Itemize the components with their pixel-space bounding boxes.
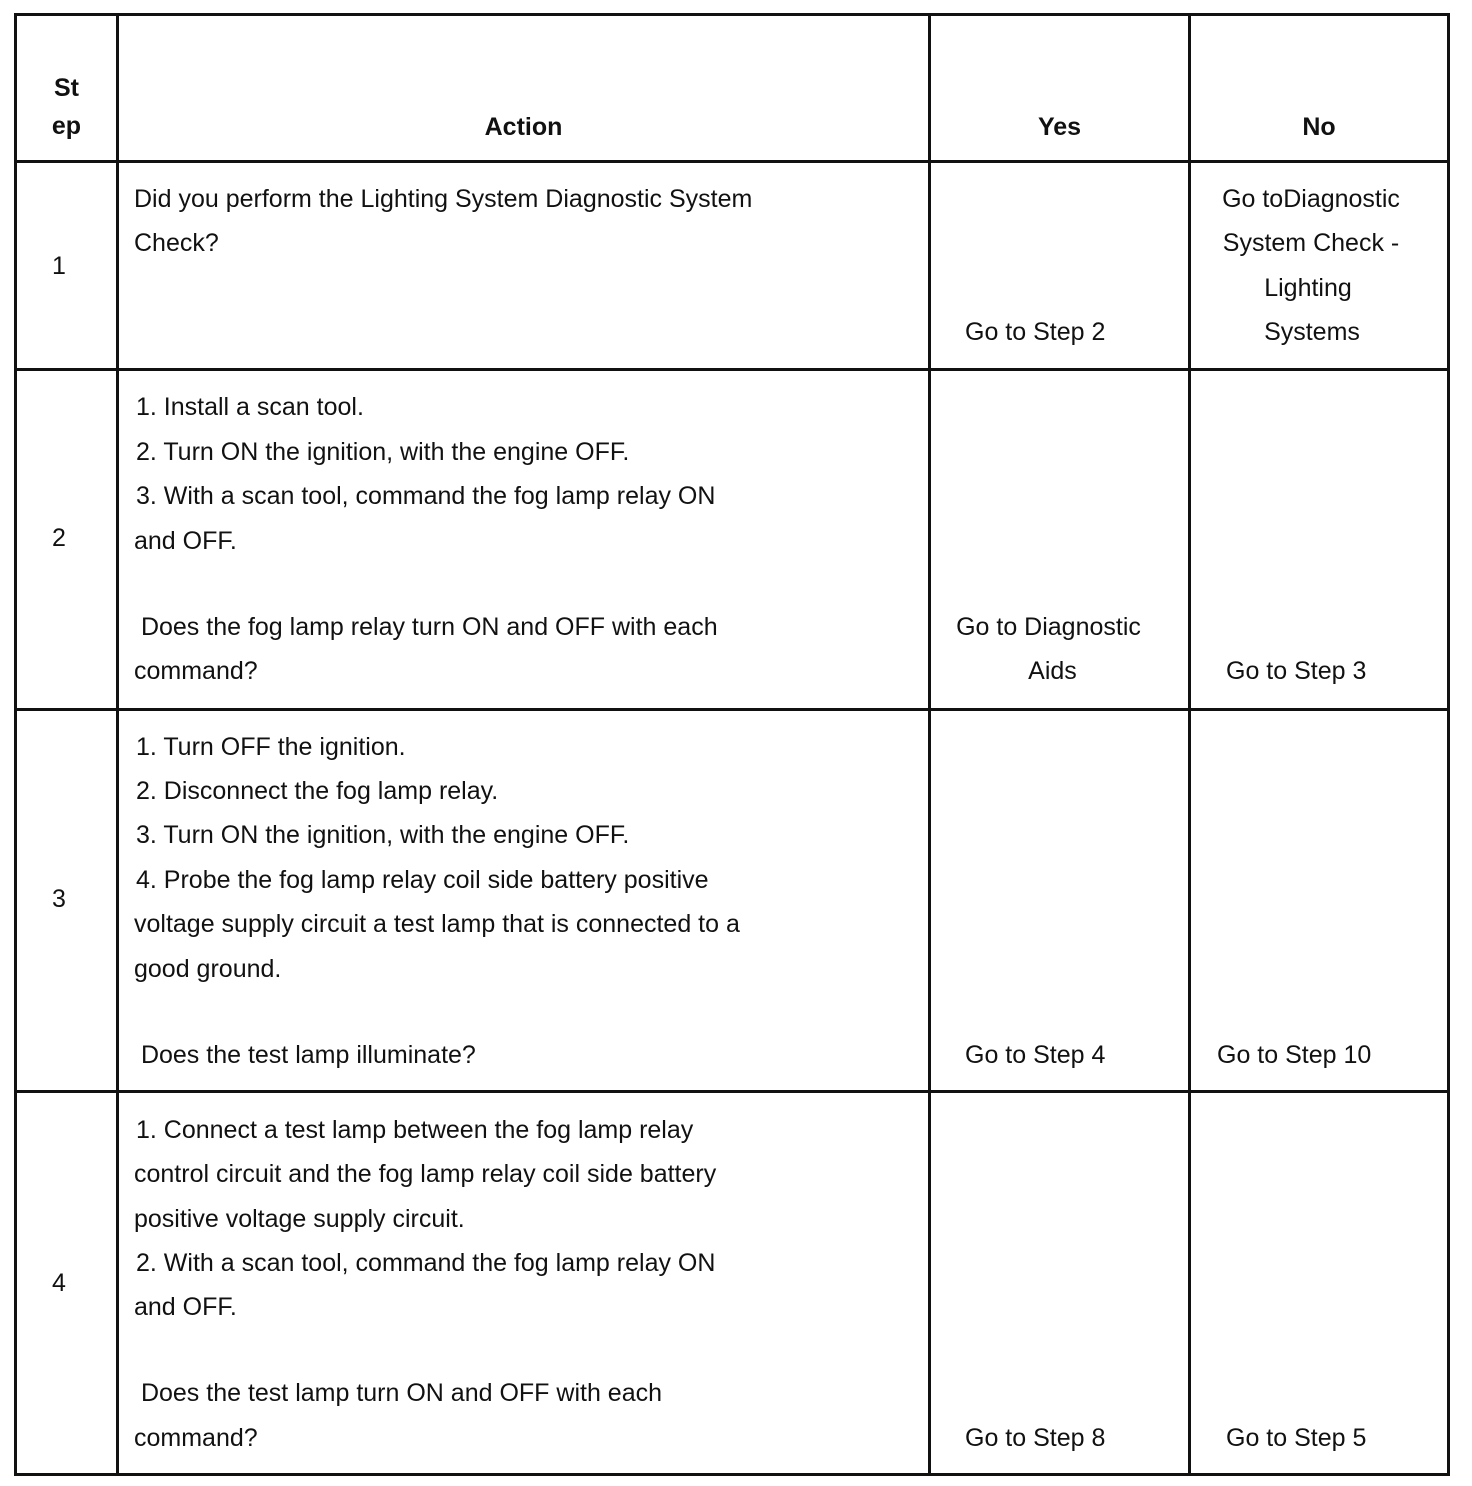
table-border-top	[14, 13, 1450, 16]
no-text: Go toDiagnostic	[1222, 185, 1400, 213]
no-text: Go to Step 3	[1226, 657, 1367, 685]
action-text: 3. With a scan tool, command the fog lamp relay ON	[136, 482, 716, 510]
no-text: System Check -	[1222, 229, 1400, 257]
action-text: Does the test lamp turn ON and OFF with each	[134, 1379, 663, 1407]
table-border-bottom	[14, 1473, 1450, 1476]
row-divider-3	[14, 1090, 1450, 1093]
action-text: and OFF.	[134, 1293, 237, 1321]
action-text: Check?	[134, 229, 219, 257]
row-divider-2	[14, 708, 1450, 711]
no-text: Go to Step 5	[1226, 1424, 1367, 1452]
action-text: and OFF.	[134, 527, 237, 555]
action-text: 4. Probe the fog lamp relay coil side battery positive	[136, 866, 709, 894]
action-text: Does the fog lamp relay turn ON and OFF with each	[134, 613, 718, 641]
action-text: good ground.	[134, 955, 282, 983]
action-text: 1. Install a scan tool.	[136, 393, 364, 421]
yes-text: Aids	[1028, 657, 1077, 685]
action-text: 3. Turn ON the ignition, with the engine OFF.	[136, 821, 630, 849]
action-text: command?	[134, 1424, 258, 1452]
action-text: Did you perform the Lighting System Diagnostic System	[134, 185, 753, 213]
row-divider-1	[14, 368, 1450, 371]
action-text: positive voltage supply circuit.	[134, 1205, 465, 1233]
table-border-right	[1447, 13, 1450, 1476]
step-number: 4	[52, 1269, 66, 1297]
yes-text: Go to Step 2	[965, 318, 1106, 346]
header-divider	[14, 160, 1450, 163]
header-yes: Yes	[1037, 113, 1082, 141]
action-text: 2. Turn ON the ignition, with the engine OFF.	[136, 438, 630, 466]
header-no: No	[1302, 113, 1336, 141]
action-text: 1. Turn OFF the ignition.	[136, 733, 406, 761]
action-text: 2. Disconnect the fog lamp relay.	[136, 777, 499, 805]
action-text: voltage supply circuit a test lamp that is connected to a	[134, 910, 740, 938]
step-number: 2	[52, 524, 66, 552]
no-text: Systems	[1264, 318, 1360, 346]
column-divider-step	[116, 13, 119, 1476]
action-text: 1. Connect a test lamp between the fog lamp relay	[136, 1116, 694, 1144]
step-number: 3	[52, 885, 66, 913]
no-text: Go to Step 10	[1217, 1041, 1372, 1069]
table-border-left	[14, 13, 17, 1476]
action-text: command?	[134, 657, 258, 685]
yes-text: Go to Step 4	[965, 1041, 1106, 1069]
action-text: Does the test lamp illuminate?	[134, 1041, 476, 1069]
yes-text: Go to Step 8	[965, 1424, 1106, 1452]
column-divider-action	[928, 13, 931, 1476]
action-text: control circuit and the fog lamp relay coil side battery	[134, 1160, 717, 1188]
no-text: Lighting	[1264, 274, 1352, 302]
action-text: 2. With a scan tool, command the fog lamp relay ON	[136, 1249, 716, 1277]
header-step: St ep	[51, 74, 82, 140]
yes-text: Go to Diagnostic	[956, 613, 1141, 641]
step-number: 1	[52, 252, 66, 280]
diagnostic-table	[14, 13, 1450, 1476]
header-action: Action	[484, 113, 563, 141]
